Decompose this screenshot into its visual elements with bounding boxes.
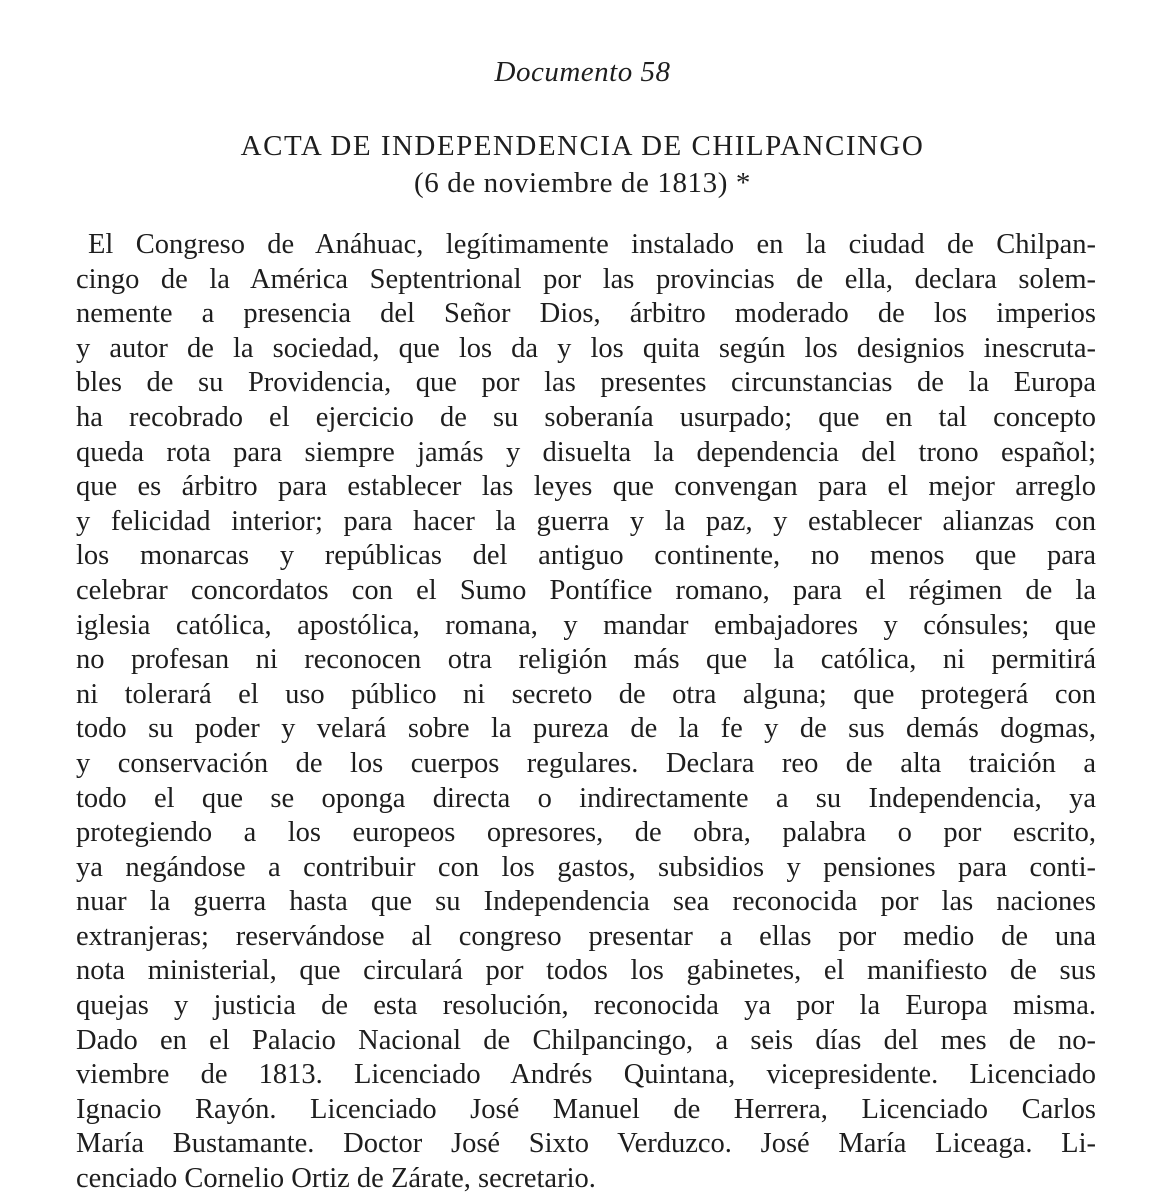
body-line: nuar la guerra hasta que su Independencia sea reconocida por las naciones xyxy=(76,886,1096,918)
body-line: y autor de la sociedad, que los da y los quita según los designios inescruta- xyxy=(76,332,1096,364)
body-line: todo el que se oponga directa o indirectamente a su Independencia, ya xyxy=(76,782,1096,814)
body-line: Dado en el Palacio Nacional de Chilpancingo, a seis días del mes de no- xyxy=(76,1024,1096,1056)
body-line: quejas y justicia de esta resolución, reconocida ya por la Europa misma. xyxy=(76,990,1096,1022)
document-number: Documento 58 xyxy=(494,56,671,88)
body-line: queda rota para siempre jamás y disuelta la dependencia del trono español; xyxy=(76,436,1096,468)
body-line: cenciado Cornelio Ortiz de Zárate, secretario. xyxy=(76,1163,596,1195)
document-title: ACTA DE INDEPENDENCIA DE CHILPANCINGO xyxy=(240,130,925,162)
body-line: ni tolerará el uso público ni secreto de otra alguna; que protegerá con xyxy=(76,678,1096,710)
body-line: nemente a presencia del Señor Dios, árbitro moderado de los imperios xyxy=(76,298,1096,330)
body-line: Ignacio Rayón. Licenciado José Manuel de Herrera, Licenciado Carlos xyxy=(76,1093,1096,1125)
document-body xyxy=(76,228,1096,1197)
body-line: extranjeras; reservándose al congreso presentar a ellas por medio de una xyxy=(76,920,1096,952)
body-line: nota ministerial, que circulará por todos los gabinetes, el manifiesto de sus xyxy=(76,955,1096,987)
body-line: ya negándose a contribuir con los gastos, subsidios y pensiones para conti- xyxy=(76,851,1096,883)
body-line: El Congreso de Anáhuac, legítimamente instalado en la ciudad de Chilpan- xyxy=(88,229,1096,260)
body-line: que es árbitro para establecer las leyes que convengan para el mejor arreglo xyxy=(76,471,1096,503)
body-line: y conservación de los cuerpos regulares. Declara reo de alta traición a xyxy=(76,747,1096,779)
body-line: viembre de 1813. Licenciado Andrés Quintana, vicepresidente. Licenciado xyxy=(76,1059,1096,1091)
body-line: y felicidad interior; para hacer la guerra y la paz, y establecer alianzas con xyxy=(76,505,1096,537)
body-line: ha recobrado el ejercicio de su soberanía usurpado; que en tal concepto xyxy=(76,401,1096,433)
body-line: celebrar concordatos con el Sumo Pontífice romano, para el régimen de la xyxy=(76,574,1096,606)
document-subtitle: (6 de noviembre de 1813) * xyxy=(414,167,751,199)
body-line: María Bustamante. Doctor José Sixto Verduzco. José María Liceaga. Li- xyxy=(76,1128,1096,1160)
body-line: cingo de la América Septentrional por las provincias de ella, declara solem- xyxy=(76,263,1096,295)
body-line: iglesia católica, apostólica, romana, y mandar embajadores y cónsules; que xyxy=(76,609,1096,641)
body-line: todo su poder y velará sobre la pureza de la fe y de sus demás dogmas, xyxy=(76,713,1096,745)
body-line: los monarcas y repúblicas del antiguo continente, no menos que para xyxy=(76,540,1096,572)
body-line: bles de su Providencia, que por las presentes circunstancias de la Europa xyxy=(76,367,1096,399)
body-line: protegiendo a los europeos opresores, de obra, palabra o por escrito, xyxy=(76,817,1096,849)
body-line: no profesan ni reconocen otra religión más que la católica, ni permitirá xyxy=(76,644,1096,676)
